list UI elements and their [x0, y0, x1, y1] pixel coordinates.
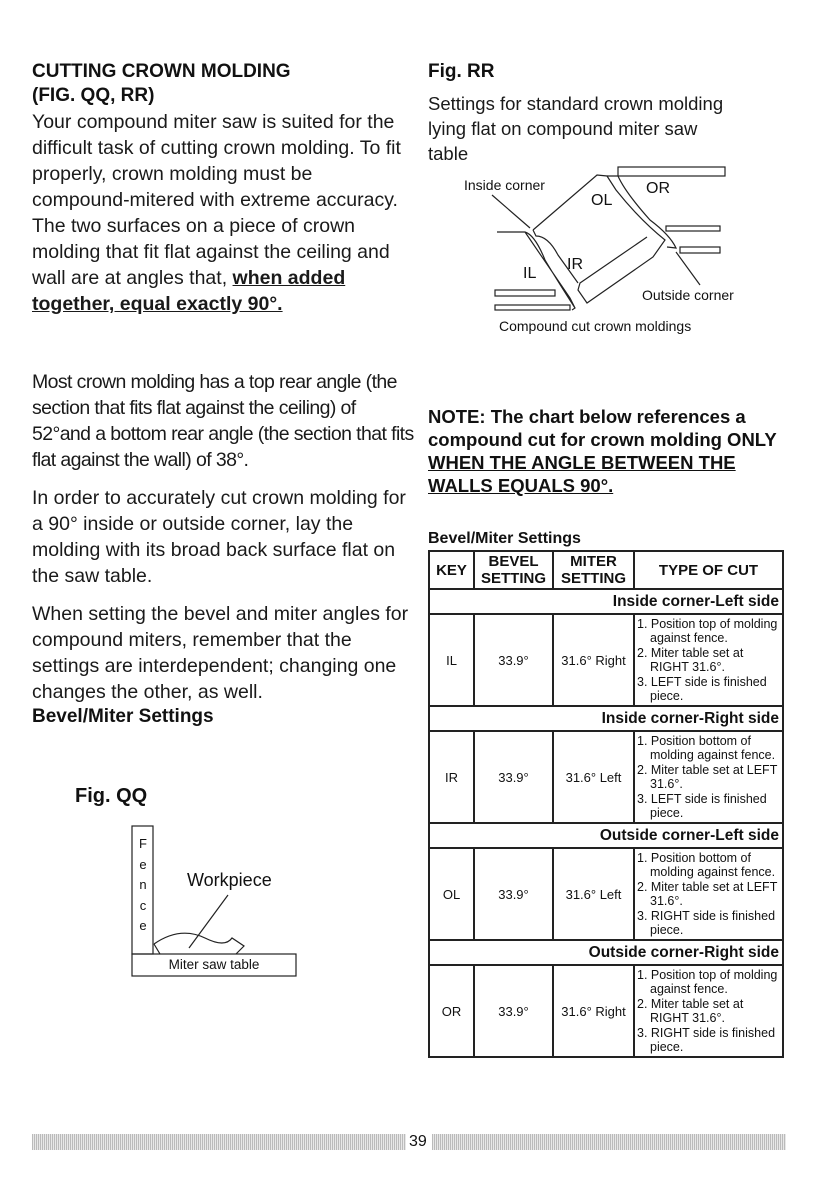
fence-letter: c [139, 897, 147, 913]
molding-board [666, 226, 720, 231]
miter-cell: 31.6° Right [553, 614, 634, 706]
header-text: SETTING [560, 570, 626, 587]
bevel-cell: 33.9° [474, 614, 553, 706]
note-emphasis: WHEN THE ANGLE BETWEEN THE WALLS EQUALS 90°. [428, 452, 736, 496]
bevel-cell: 33.9° [474, 848, 553, 940]
header-bevel [474, 551, 553, 589]
figure-qq [110, 820, 310, 990]
paragraph: Most crown molding has a top rear angle (the section that fits flat against the ceiling) of 52°and a bottom rear angle (the section that fits flat against the wall) of 38°. [32, 371, 414, 471]
title-line: (FIG. QQ, RR) [32, 85, 155, 106]
ol-label: OL [591, 192, 613, 209]
il-label: IL [523, 265, 537, 282]
paragraph: In order to accurately cut crown molding for a 90° inside or outside corner, lay the molding with its broad back surface flat on the saw table. [32, 487, 406, 587]
header-text: MITER [570, 553, 617, 570]
step: 3. LEFT side is finished piece. [637, 791, 767, 820]
fence-letter: n [139, 877, 147, 892]
section-row [429, 940, 783, 965]
miter-cell: 31.6° Left [553, 731, 634, 823]
section-title [32, 60, 412, 108]
paragraph-text: Your compound miter saw is suited for the difficult task of cutting crown molding. To fit properly, crown molding must be compound-mitered with extreme accuracy. The two surfaces on a piece of crown molding that fit flat against the ceiling and wall are at angles that, [32, 111, 401, 289]
step: 2. Miter table set at RIGHT 31.6°. [637, 996, 744, 1025]
figure-caption: Compound cut crown moldings [499, 318, 692, 334]
steps-cell [634, 848, 783, 940]
step: 2. Miter table set at RIGHT 31.6°. [637, 645, 744, 674]
workpiece-shape [154, 933, 244, 954]
header-key: KEY [429, 551, 474, 589]
outside-arrow [676, 252, 700, 285]
title-line: CUTTING CROWN MOLDING [32, 61, 291, 82]
molding-board [618, 167, 725, 176]
table-header-row [429, 551, 783, 589]
section-row [429, 589, 783, 614]
inside-corner-label: Inside corner [464, 177, 545, 193]
paragraph: When setting the bevel and miter angles for compound miters, remember that the settings are interdependent; changing one changes the other, as well. [32, 603, 409, 703]
figure-title: Fig. RR [428, 61, 495, 82]
key-cell: IR [429, 731, 474, 823]
footer-rule-left [32, 1134, 406, 1150]
fence-letter: e [139, 918, 147, 933]
subheading: Bevel/Miter Settings [32, 706, 214, 727]
bevel-miter-table [428, 550, 784, 1058]
miter-cell: 31.6° Left [553, 848, 634, 940]
header-text: BEVEL [488, 553, 539, 570]
steps-cell [634, 965, 783, 1057]
header-text: SETTING [480, 570, 546, 587]
figure-title: Fig. QQ [75, 785, 148, 807]
fence-label [136, 834, 150, 937]
step: 3. RIGHT side is finished piece. [637, 908, 776, 937]
fence-letter: F [139, 836, 147, 851]
steps-cell [634, 731, 783, 823]
footer-rule-right [432, 1134, 786, 1150]
section-row [429, 706, 783, 731]
section-row [429, 823, 783, 848]
steps-cell [634, 614, 783, 706]
step: 1. Position bottom of molding against fence. [637, 850, 776, 879]
miter-cell: 31.6° Right [553, 965, 634, 1057]
intro-paragraph [32, 109, 412, 317]
table-row [429, 614, 783, 706]
step: 1. Position top of molding against fence. [637, 967, 778, 996]
note-text: NOTE: The chart below references a compound cut for crown molding ONLY [428, 406, 777, 450]
ir-label: IR [567, 256, 583, 273]
inside-arrow [492, 195, 530, 228]
emphasis-text: when added together, equal exactly 90°. [32, 267, 346, 315]
bevel-cell: 33.9° [474, 731, 553, 823]
figure-rr [420, 140, 780, 340]
bevel-cell: 33.9° [474, 965, 553, 1057]
section-title: Outside corner-Right side [429, 940, 783, 965]
section-title: Inside corner-Left side [429, 589, 783, 614]
molding-board [680, 247, 720, 253]
molding-board [495, 305, 570, 310]
outside-corner-label: Outside corner [642, 287, 734, 303]
table-label: Miter saw table [168, 957, 260, 972]
key-cell: OR [429, 965, 474, 1057]
section-title: Inside corner-Right side [429, 706, 783, 731]
workpiece-label: Workpiece [187, 870, 272, 890]
note [428, 405, 788, 497]
step: 2. Miter table set at LEFT 31.6°. [637, 879, 778, 908]
step: 2. Miter table set at LEFT 31.6°. [637, 762, 778, 791]
header-miter [553, 551, 634, 589]
step: 1. Position top of molding against fence. [637, 616, 778, 645]
section-title: Outside corner-Left side [429, 823, 783, 848]
page-number: 39 [409, 1133, 427, 1150]
table-row [429, 731, 783, 823]
table-row [429, 965, 783, 1057]
step: 3. RIGHT side is finished piece. [637, 1025, 776, 1054]
molding-board [495, 290, 555, 296]
table-title: Bevel/Miter Settings [428, 530, 581, 547]
crown-molding-diagram [420, 140, 780, 340]
table-row [429, 848, 783, 940]
key-cell: IL [429, 614, 474, 706]
or-label: OR [646, 180, 670, 197]
step: 1. Position bottom of molding against fence. [637, 733, 776, 762]
figure-description: Settings for standard crown molding lying flat on compound miter saw table [428, 93, 724, 164]
header-type: TYPE OF CUT [634, 551, 783, 589]
step: 3. LEFT side is finished piece. [637, 674, 767, 703]
fence-letter: e [139, 856, 147, 872]
key-cell: OL [429, 848, 474, 940]
